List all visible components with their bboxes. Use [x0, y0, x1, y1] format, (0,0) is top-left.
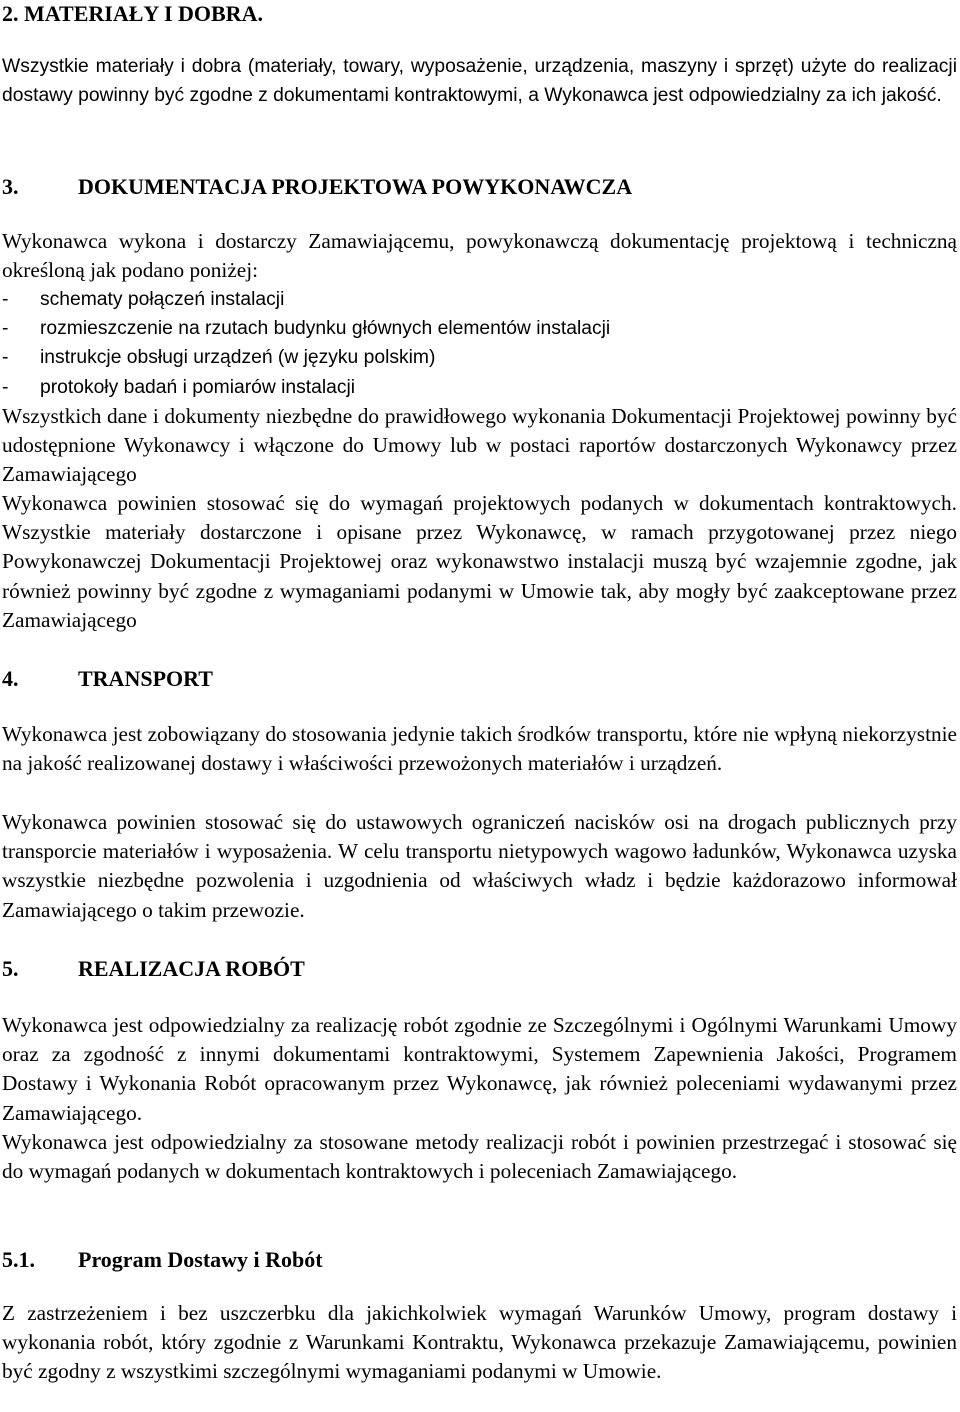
bullet-dash: -	[2, 347, 9, 369]
bullet-text: protokoły badań i pomiarów instalacji	[40, 376, 356, 398]
section-4-heading	[2, 665, 957, 693]
section-4-paragraph-2: Wykonawca powinien stosować się do ustawowych ograniczeń nacisków osi na drogach publicznych przy transporcie materiałów i wyposażenia. W celu transportu nietypowych wagowo ładunków, Wykonawca uzyska wszystkie niezbędne pozwolenia i uzgodnienia od właściwych władz i będzie każdorazowo informował Zamawiającego o takim przewozie.	[2, 810, 957, 922]
section-2-paragraph: Wszystkie materiały i dobra (materiały, towary, wyposażenie, urządzenia, maszyny i sprzęt) użyte do realizacji dostawy powinny być zgodne z dokumentami kontraktowymi, a Wykonawca jest odpowiedzialny za ich jakość.	[2, 56, 957, 107]
bullet-text: instrukcje obsługi urządzeń (w języku polskim)	[40, 347, 436, 369]
bullet-item	[2, 373, 957, 402]
section-3-title: DOKUMENTACJA PROJEKTOWA POWYKONAWCZA	[78, 174, 633, 199]
bullet-item	[2, 285, 957, 314]
section-4-number: 4.	[2, 666, 19, 691]
section-3-paragraph-3: Wykonawca powinien stosować się do wymagań projektowych podanych w dokumentach kontraktowych. Wszystkie materiały dostarczone i opisane przez Wykonawcę, w ramach przygotowanej przez niego Powykonawczej Dokumentacji Projektowej oraz wykonawstwo instalacji muszą być wzajemnie zgodne, jak również powinny być zgodne z wymaganiami podanymi w Umowie tak, aby mogły być zaakceptowane przez Zamawiającego	[2, 491, 957, 632]
section-3-paragraph-2: Wszystkich dane i dokumenty niezbędne do prawidłowego wykonania Dokumentacji Projektowej powinny być udostępnione Wykonawcy i włączone do Umowy lub w postaci raportów dostarczonych Wykonawcy przez Zamawiającego	[2, 404, 957, 487]
section-3-bullet-list	[2, 285, 957, 402]
section-5-number: 5.	[2, 956, 19, 981]
section-3-number: 3.	[2, 174, 19, 199]
bullet-text: schematy połączeń instalacji	[40, 289, 285, 310]
section-3-heading	[2, 173, 957, 201]
section-5-heading	[2, 955, 957, 983]
bullet-dash: -	[2, 318, 9, 340]
bullet-dash: -	[2, 289, 9, 310]
section-2-heading: 2. MATERIAŁY I DOBRA.	[2, 1, 263, 26]
section-5-1-title: Program Dostawy i Robót	[78, 1247, 323, 1272]
section-3-intro: Wykonawca wykona i dostarczy Zamawiającemu, powykonawczą dokumentację projektową i techniczną określoną jak podano poniżej:	[2, 229, 957, 283]
section-5-1-heading	[2, 1246, 957, 1274]
section-4-title: TRANSPORT	[78, 666, 213, 691]
section-5-title: REALIZACJA ROBÓT	[78, 956, 305, 981]
section-4-paragraph-1: Wykonawca jest zobowiązany do stosowania jedynie takich środków transportu, które nie wpłyną niekorzystnie na jakość realizowanej dostawy i właściwości przewożonych materiałów i urządzeń.	[2, 722, 957, 776]
bullet-dash: -	[2, 376, 9, 398]
bullet-item	[2, 343, 957, 372]
bullet-item	[2, 314, 957, 343]
section-5-paragraph-1: Wykonawca jest odpowiedzialny za realizację robót zgodnie ze Szczególnymi i Ogólnymi Warunkami Umowy oraz za zgodność z innymi dokumentami kontraktowymi, Systemem Zapewnienia Jakości, Programem Dostawy i Wykonania Robót opracowanym przez Wykonawcę, jak również poleceniami wydawanymi przez Zamawiającego.	[2, 1013, 957, 1125]
section-5-paragraph-2: Wykonawca jest odpowiedzialny za stosowane metody realizacji robót i powinien przestrzegać i stosować się do wymagań podanych w dokumentach kontraktowych i poleceniach Zamawiającego.	[2, 1130, 957, 1184]
section-5-1-number: 5.1.	[2, 1247, 35, 1272]
bullet-text: rozmieszczenie na rzutach budynku głównych elementów instalacji	[40, 318, 611, 340]
section-5-1-paragraph: Z zastrzeżeniem i bez uszczerbku dla jakichkolwiek wymagań Warunków Umowy, program dostawy i wykonania robót, który zgodnie z Warunkami Kontraktu, Wykonawca przekazuje Zamawiającemu, powinien być zgodny z wszystkimi szczególnymi wymaganiami podanymi w Umowie.	[2, 1301, 957, 1384]
